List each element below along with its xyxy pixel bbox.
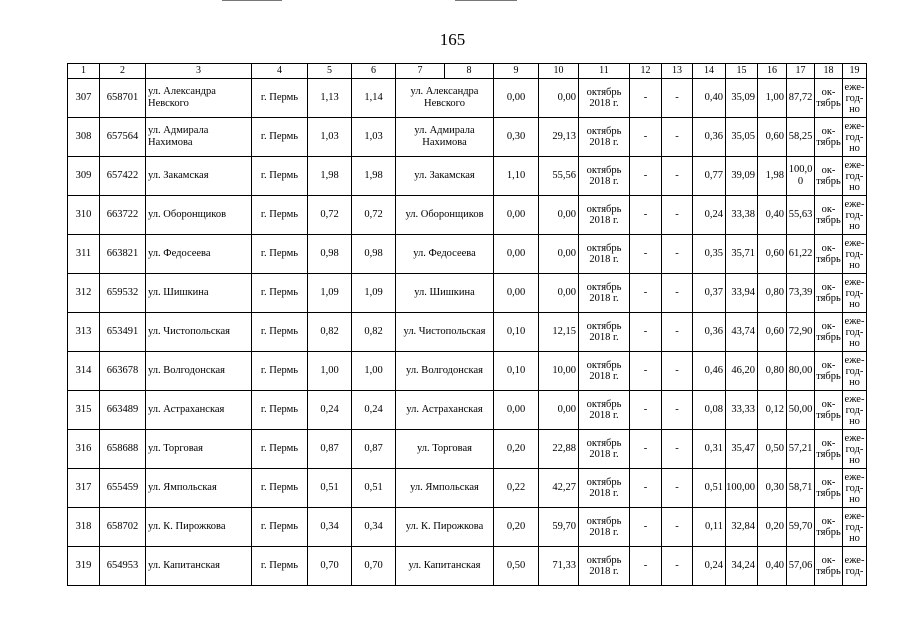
column-header-16: 16 xyxy=(758,64,787,79)
street-name-cell: ул. Александра Невского xyxy=(396,79,494,118)
col5-cell: 0,82 xyxy=(308,313,352,352)
col5-cell: 1,03 xyxy=(308,118,352,157)
date-cell: октябрь 2018 г. xyxy=(579,469,630,508)
col15-cell: 35,09 xyxy=(726,79,758,118)
col13-cell: - xyxy=(662,235,693,274)
col12-cell: - xyxy=(630,235,662,274)
table-row xyxy=(68,79,867,118)
street-cell: ул. Закамская xyxy=(146,157,252,196)
col9-cell: 0,10 xyxy=(494,352,539,391)
col13-cell: - xyxy=(662,391,693,430)
date-cell: октябрь 2018 г. xyxy=(579,274,630,313)
col14-cell: 0,37 xyxy=(693,274,726,313)
col16-cell: 0,30 xyxy=(758,469,787,508)
street-name-cell: ул. Волгодонская xyxy=(396,352,494,391)
col13-cell: - xyxy=(662,430,693,469)
month-cell: ок- тябрь xyxy=(815,547,843,586)
col9-cell: 1,10 xyxy=(494,157,539,196)
col16-cell: 0,50 xyxy=(758,430,787,469)
col15-cell: 46,20 xyxy=(726,352,758,391)
date-cell: октябрь 2018 г. xyxy=(579,79,630,118)
col14-cell: 0,11 xyxy=(693,508,726,547)
col16-cell: 0,12 xyxy=(758,391,787,430)
col17-cell: 59,70 xyxy=(787,508,815,547)
city-cell: г. Пермь xyxy=(252,391,308,430)
col14-cell: 0,40 xyxy=(693,79,726,118)
street-name-cell: ул. Капитанская xyxy=(396,547,494,586)
col12-cell: - xyxy=(630,352,662,391)
street-name-cell: ул. Оборонщиков xyxy=(396,196,494,235)
row-number-cell: 310 xyxy=(68,196,100,235)
table-row xyxy=(68,391,867,430)
col14-cell: 0,36 xyxy=(693,313,726,352)
col10-cell: 0,00 xyxy=(539,235,579,274)
code-cell: 663722 xyxy=(100,196,146,235)
date-cell: октябрь 2018 г. xyxy=(579,430,630,469)
col10-cell: 42,27 xyxy=(539,469,579,508)
col17-cell: 50,00 xyxy=(787,391,815,430)
col10-cell: 59,70 xyxy=(539,508,579,547)
col5-cell: 0,72 xyxy=(308,196,352,235)
frequency-cell: еже- год- но xyxy=(843,508,867,547)
table-row xyxy=(68,508,867,547)
code-cell: 658701 xyxy=(100,79,146,118)
row-number-cell: 307 xyxy=(68,79,100,118)
col9-cell: 0,00 xyxy=(494,235,539,274)
row-number-cell: 317 xyxy=(68,469,100,508)
col10-cell: 12,15 xyxy=(539,313,579,352)
column-header-12: 12 xyxy=(630,64,662,79)
street-name-cell: ул. Ямпольская xyxy=(396,469,494,508)
col6-cell: 1,14 xyxy=(352,79,396,118)
col9-cell: 0,00 xyxy=(494,196,539,235)
row-number-cell: 314 xyxy=(68,352,100,391)
col6-cell: 0,34 xyxy=(352,508,396,547)
col14-cell: 0,31 xyxy=(693,430,726,469)
col14-cell: 0,46 xyxy=(693,352,726,391)
col10-cell: 10,00 xyxy=(539,352,579,391)
col10-cell: 0,00 xyxy=(539,79,579,118)
col16-cell: 0,40 xyxy=(758,547,787,586)
column-header-6: 6 xyxy=(352,64,396,79)
col5-cell: 1,00 xyxy=(308,352,352,391)
row-number-cell: 311 xyxy=(68,235,100,274)
col17-cell: 80,00 xyxy=(787,352,815,391)
column-header-19: 19 xyxy=(843,64,867,79)
column-header-13: 13 xyxy=(662,64,693,79)
col6-cell: 1,98 xyxy=(352,157,396,196)
month-cell: ок- тябрь xyxy=(815,352,843,391)
frequency-cell: еже- год- xyxy=(843,547,867,586)
column-header-1: 1 xyxy=(68,64,100,79)
top-rule-right xyxy=(455,0,517,1)
col9-cell: 0,10 xyxy=(494,313,539,352)
top-rule-left xyxy=(222,0,282,1)
col17-cell: 61,22 xyxy=(787,235,815,274)
code-cell: 658702 xyxy=(100,508,146,547)
city-cell: г. Пермь xyxy=(252,352,308,391)
row-number-cell: 316 xyxy=(68,430,100,469)
col9-cell: 0,00 xyxy=(494,79,539,118)
col14-cell: 0,36 xyxy=(693,118,726,157)
column-header-18: 18 xyxy=(815,64,843,79)
code-cell: 658688 xyxy=(100,430,146,469)
street-name-cell: ул. Федосеева xyxy=(396,235,494,274)
col12-cell: - xyxy=(630,118,662,157)
frequency-cell: еже- год- но xyxy=(843,274,867,313)
row-number-cell: 318 xyxy=(68,508,100,547)
code-cell: 663678 xyxy=(100,352,146,391)
street-cell: ул. Оборонщиков xyxy=(146,196,252,235)
table-row xyxy=(68,274,867,313)
col6-cell: 1,00 xyxy=(352,352,396,391)
col10-cell: 55,56 xyxy=(539,157,579,196)
month-cell: ок- тябрь xyxy=(815,235,843,274)
month-cell: ок- тябрь xyxy=(815,274,843,313)
column-header-11: 11 xyxy=(579,64,630,79)
col12-cell: - xyxy=(630,196,662,235)
col12-cell: - xyxy=(630,157,662,196)
street-cell: ул. Чистопольская xyxy=(146,313,252,352)
col6-cell: 0,82 xyxy=(352,313,396,352)
col17-cell: 58,25 xyxy=(787,118,815,157)
col15-cell: 33,94 xyxy=(726,274,758,313)
city-cell: г. Пермь xyxy=(252,508,308,547)
col17-cell: 58,71 xyxy=(787,469,815,508)
col13-cell: - xyxy=(662,508,693,547)
col13-cell: - xyxy=(662,79,693,118)
col9-cell: 0,00 xyxy=(494,274,539,313)
city-cell: г. Пермь xyxy=(252,274,308,313)
header-row xyxy=(68,64,867,79)
table-row xyxy=(68,313,867,352)
col5-cell: 0,70 xyxy=(308,547,352,586)
col16-cell: 0,60 xyxy=(758,235,787,274)
code-cell: 663489 xyxy=(100,391,146,430)
frequency-cell: еже- год- но xyxy=(843,79,867,118)
col12-cell: - xyxy=(630,430,662,469)
column-header-4: 4 xyxy=(252,64,308,79)
col13-cell: - xyxy=(662,352,693,391)
frequency-cell: еже- год- но xyxy=(843,430,867,469)
street-cell: ул. К. Пирожкова xyxy=(146,508,252,547)
code-cell: 663821 xyxy=(100,235,146,274)
month-cell: ок- тябрь xyxy=(815,79,843,118)
column-header-8: 8 xyxy=(445,64,494,79)
frequency-cell: еже- год- но xyxy=(843,352,867,391)
col16-cell: 0,20 xyxy=(758,508,787,547)
city-cell: г. Пермь xyxy=(252,118,308,157)
month-cell: ок- тябрь xyxy=(815,196,843,235)
city-cell: г. Пермь xyxy=(252,79,308,118)
col6-cell: 0,72 xyxy=(352,196,396,235)
col14-cell: 0,24 xyxy=(693,196,726,235)
month-cell: ок- тябрь xyxy=(815,391,843,430)
col14-cell: 0,51 xyxy=(693,469,726,508)
col15-cell: 35,71 xyxy=(726,235,758,274)
col5-cell: 1,13 xyxy=(308,79,352,118)
col17-cell: 100,0 0 xyxy=(787,157,815,196)
row-number-cell: 315 xyxy=(68,391,100,430)
frequency-cell: еже- год- но xyxy=(843,313,867,352)
date-cell: октябрь 2018 г. xyxy=(579,157,630,196)
col14-cell: 0,08 xyxy=(693,391,726,430)
street-name-cell: ул. Шишкина xyxy=(396,274,494,313)
city-cell: г. Пермь xyxy=(252,157,308,196)
col6-cell: 0,98 xyxy=(352,235,396,274)
street-cell: ул. Астраханская xyxy=(146,391,252,430)
code-cell: 655459 xyxy=(100,469,146,508)
col10-cell: 29,13 xyxy=(539,118,579,157)
street-cell: ул. Адмирала Нахимова xyxy=(146,118,252,157)
column-header-7: 7 xyxy=(396,64,445,79)
col12-cell: - xyxy=(630,469,662,508)
table-row xyxy=(68,430,867,469)
col6-cell: 1,09 xyxy=(352,274,396,313)
col15-cell: 35,05 xyxy=(726,118,758,157)
col13-cell: - xyxy=(662,469,693,508)
row-number-cell: 319 xyxy=(68,547,100,586)
table-row xyxy=(68,352,867,391)
frequency-cell: еже- год- но xyxy=(843,235,867,274)
date-cell: октябрь 2018 г. xyxy=(579,508,630,547)
col14-cell: 0,77 xyxy=(693,157,726,196)
col16-cell: 0,40 xyxy=(758,196,787,235)
city-cell: г. Пермь xyxy=(252,235,308,274)
date-cell: октябрь 2018 г. xyxy=(579,313,630,352)
col5-cell: 0,34 xyxy=(308,508,352,547)
col9-cell: 0,20 xyxy=(494,430,539,469)
column-header-10: 10 xyxy=(539,64,579,79)
street-name-cell: ул. Торговая xyxy=(396,430,494,469)
date-cell: октябрь 2018 г. xyxy=(579,352,630,391)
city-cell: г. Пермь xyxy=(252,547,308,586)
city-cell: г. Пермь xyxy=(252,430,308,469)
col16-cell: 0,80 xyxy=(758,352,787,391)
col15-cell: 34,24 xyxy=(726,547,758,586)
code-cell: 657422 xyxy=(100,157,146,196)
frequency-cell: еже- год- но xyxy=(843,118,867,157)
col12-cell: - xyxy=(630,274,662,313)
col15-cell: 32,84 xyxy=(726,508,758,547)
col12-cell: - xyxy=(630,79,662,118)
col6-cell: 0,70 xyxy=(352,547,396,586)
column-header-3: 3 xyxy=(146,64,252,79)
street-cell: ул. Торговая xyxy=(146,430,252,469)
col13-cell: - xyxy=(662,547,693,586)
table-row xyxy=(68,469,867,508)
col9-cell: 0,22 xyxy=(494,469,539,508)
code-cell: 657564 xyxy=(100,118,146,157)
col12-cell: - xyxy=(630,391,662,430)
page-number: 165 xyxy=(439,30,466,49)
table-row xyxy=(68,547,867,586)
table-row xyxy=(68,235,867,274)
date-cell: октябрь 2018 г. xyxy=(579,391,630,430)
table-row xyxy=(68,118,867,157)
col6-cell: 0,87 xyxy=(352,430,396,469)
row-number-cell: 313 xyxy=(68,313,100,352)
row-number-cell: 312 xyxy=(68,274,100,313)
street-name-cell: ул. Чистопольская xyxy=(396,313,494,352)
col17-cell: 87,72 xyxy=(787,79,815,118)
col17-cell: 57,06 xyxy=(787,547,815,586)
col6-cell: 0,24 xyxy=(352,391,396,430)
month-cell: ок- тябрь xyxy=(815,430,843,469)
date-cell: октябрь 2018 г. xyxy=(579,118,630,157)
data-table xyxy=(67,63,867,586)
col15-cell: 43,74 xyxy=(726,313,758,352)
col9-cell: 0,20 xyxy=(494,508,539,547)
col15-cell: 33,33 xyxy=(726,391,758,430)
col16-cell: 0,60 xyxy=(758,313,787,352)
col17-cell: 72,90 xyxy=(787,313,815,352)
column-header-2: 2 xyxy=(100,64,146,79)
street-cell: ул. Волгодонская xyxy=(146,352,252,391)
col17-cell: 55,63 xyxy=(787,196,815,235)
street-name-cell: ул. К. Пирожкова xyxy=(396,508,494,547)
col9-cell: 0,00 xyxy=(494,391,539,430)
col9-cell: 0,50 xyxy=(494,547,539,586)
street-cell: ул. Ямпольская xyxy=(146,469,252,508)
month-cell: ок- тябрь xyxy=(815,469,843,508)
col16-cell: 0,60 xyxy=(758,118,787,157)
col5-cell: 1,98 xyxy=(308,157,352,196)
street-name-cell: ул. Закамская xyxy=(396,157,494,196)
street-name-cell: ул. Адмирала Нахимова xyxy=(396,118,494,157)
date-cell: октябрь 2018 г. xyxy=(579,547,630,586)
col15-cell: 39,09 xyxy=(726,157,758,196)
month-cell: ок- тябрь xyxy=(815,508,843,547)
col16-cell: 1,00 xyxy=(758,79,787,118)
col15-cell: 35,47 xyxy=(726,430,758,469)
column-header-9: 9 xyxy=(494,64,539,79)
col9-cell: 0,30 xyxy=(494,118,539,157)
col10-cell: 0,00 xyxy=(539,274,579,313)
city-cell: г. Пермь xyxy=(252,313,308,352)
column-header-5: 5 xyxy=(308,64,352,79)
col17-cell: 73,39 xyxy=(787,274,815,313)
col17-cell: 57,21 xyxy=(787,430,815,469)
col12-cell: - xyxy=(630,508,662,547)
month-cell: ок- тябрь xyxy=(815,118,843,157)
frequency-cell: еже- год- но xyxy=(843,469,867,508)
frequency-cell: еже- год- но xyxy=(843,157,867,196)
col16-cell: 0,80 xyxy=(758,274,787,313)
col10-cell: 0,00 xyxy=(539,391,579,430)
col12-cell: - xyxy=(630,313,662,352)
row-number-cell: 309 xyxy=(68,157,100,196)
row-number-cell: 308 xyxy=(68,118,100,157)
col6-cell: 1,03 xyxy=(352,118,396,157)
table-row xyxy=(68,157,867,196)
column-header-14: 14 xyxy=(693,64,726,79)
col13-cell: - xyxy=(662,157,693,196)
city-cell: г. Пермь xyxy=(252,196,308,235)
col10-cell: 71,33 xyxy=(539,547,579,586)
street-cell: ул. Шишкина xyxy=(146,274,252,313)
col15-cell: 33,38 xyxy=(726,196,758,235)
frequency-cell: еже- год- но xyxy=(843,196,867,235)
col5-cell: 0,87 xyxy=(308,430,352,469)
col10-cell: 0,00 xyxy=(539,196,579,235)
street-cell: ул. Александра Невского xyxy=(146,79,252,118)
table-row xyxy=(68,196,867,235)
col6-cell: 0,51 xyxy=(352,469,396,508)
date-cell: октябрь 2018 г. xyxy=(579,235,630,274)
col14-cell: 0,35 xyxy=(693,235,726,274)
col5-cell: 0,51 xyxy=(308,469,352,508)
city-cell: г. Пермь xyxy=(252,469,308,508)
table-body xyxy=(68,64,867,586)
frequency-cell: еже- год- но xyxy=(843,391,867,430)
col15-cell: 100,00 xyxy=(726,469,758,508)
col13-cell: - xyxy=(662,118,693,157)
col5-cell: 0,24 xyxy=(308,391,352,430)
col16-cell: 1,98 xyxy=(758,157,787,196)
col13-cell: - xyxy=(662,274,693,313)
col13-cell: - xyxy=(662,196,693,235)
col5-cell: 1,09 xyxy=(308,274,352,313)
street-cell: ул. Федосеева xyxy=(146,235,252,274)
column-header-15: 15 xyxy=(726,64,758,79)
street-name-cell: ул. Астраханская xyxy=(396,391,494,430)
col10-cell: 22,88 xyxy=(539,430,579,469)
street-cell: ул. Капитанская xyxy=(146,547,252,586)
month-cell: ок- тябрь xyxy=(815,313,843,352)
code-cell: 654953 xyxy=(100,547,146,586)
month-cell: ок- тябрь xyxy=(815,157,843,196)
col5-cell: 0,98 xyxy=(308,235,352,274)
date-cell: октябрь 2018 г. xyxy=(579,196,630,235)
col14-cell: 0,24 xyxy=(693,547,726,586)
code-cell: 659532 xyxy=(100,274,146,313)
code-cell: 653491 xyxy=(100,313,146,352)
column-header-17: 17 xyxy=(787,64,815,79)
col13-cell: - xyxy=(662,313,693,352)
col12-cell: - xyxy=(630,547,662,586)
